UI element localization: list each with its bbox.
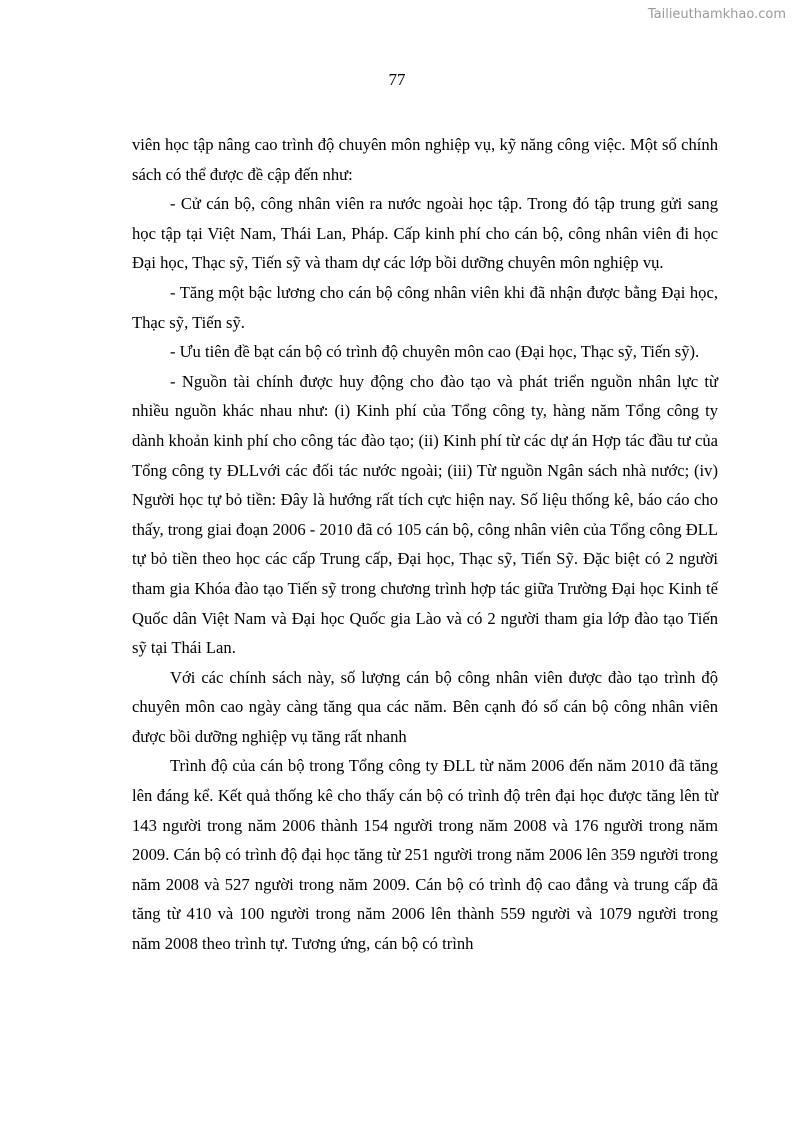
body-text	[132, 130, 718, 959]
watermark: Tailieuthamkhao.com	[647, 7, 786, 22]
paragraph-funding-sources: - Nguồn tài chính được huy động cho đào tạo và phát triển nguồn nhân lực từ nhiều nguồn khác nhau như: (i) Kinh phí của Tổng công ty, hàng năm Tổng công ty dành khoản kinh phí cho công tác đào tạo; (ii) Kinh phí từ các dự án Hợp tác đầu tư của Tổng công ty ĐLLvới các đối tác nước ngoài; (iii) Từ nguồn Ngân sách nhà nước; (iv) Người học tự bỏ tiền: Đây là hướng rất tích cực hiện nay. Số liệu thống kê, báo cáo cho thấy, trong giai đoạn 2006 - 2010 đã có 105 cán bộ, công nhân viên của Tổng công ĐLL tự bỏ tiền theo học các cấp Trung cấp, Đại học, Thạc sỹ, Tiến Sỹ. Đặc biệt có 2 người tham gia Khóa đào tạo Tiến sỹ trong chương trình hợp tác giữa Trường Đại học Kinh tế Quốc dân Việt Nam và Đại học Quốc gia Lào và có 2 người tham gia lớp đào tạo Tiến sỹ tại Thái Lan.	[132, 371, 718, 658]
paragraph-salary-increase: - Tăng một bậc lương cho cán bộ công nhân viên khi đã nhận được bằng Đại học, Thạc sỹ, Tiến sỹ.	[132, 282, 718, 332]
paragraph-promotion-priority: - Ưu tiên đề bạt cán bộ có trình độ chuyên môn cao (Đại học, Thạc sỹ, Tiến sỹ).	[170, 342, 700, 362]
paragraph-send-abroad: - Cử cán bộ, công nhân viên ra nước ngoài học tập. Trong đó tập trung gửi sang học tập tại Việt Nam, Thái Lan, Pháp. Cấp kinh phí cho cán bộ, công nhân viên đi học Đại học, Thạc sỹ, Tiến sỹ và tham dự các lớp bồi dưỡng chuyên môn nghiệp vụ.	[132, 194, 718, 273]
paragraph-qualification-statistics: Trình độ của cán bộ trong Tổng công ty ĐLL từ năm 2006 đến năm 2010 đã tăng lên đáng kể. Kết quả thống kê cho thấy cán bộ có trình độ trên đại học được tăng lên từ 143 người trong năm 2006 thành 154 người trong năm 2008 và 176 người trong năm 2009. Cán bộ có trình độ đại học tăng từ 251 người trong năm 2006 lên 359 người trong năm 2008 và 527 người trong năm 2009. Cán bộ có trình độ cao đẳng và trung cấp đã tăng từ 410 và 100 người trong năm 2006 lên thành 559 người và 1079 người trong năm 2008 theo trình tự. Tương ứng, cán bộ có trình	[132, 756, 718, 954]
paragraph-policy-results: Với các chính sách này, số lượng cán bộ công nhân viên được đào tạo trình độ chuyên môn cao ngày càng tăng qua các năm. Bên cạnh đó số cán bộ công nhân viên được bồi dưỡng nghiệp vụ tăng rất nhanh	[132, 667, 718, 746]
page-number: 77	[388, 70, 406, 89]
paragraph-continuation: viên học tập nâng cao trình độ chuyên môn nghiệp vụ, kỹ năng công việc. Một số chính sách có thể được đề cập đến như:	[132, 135, 718, 184]
